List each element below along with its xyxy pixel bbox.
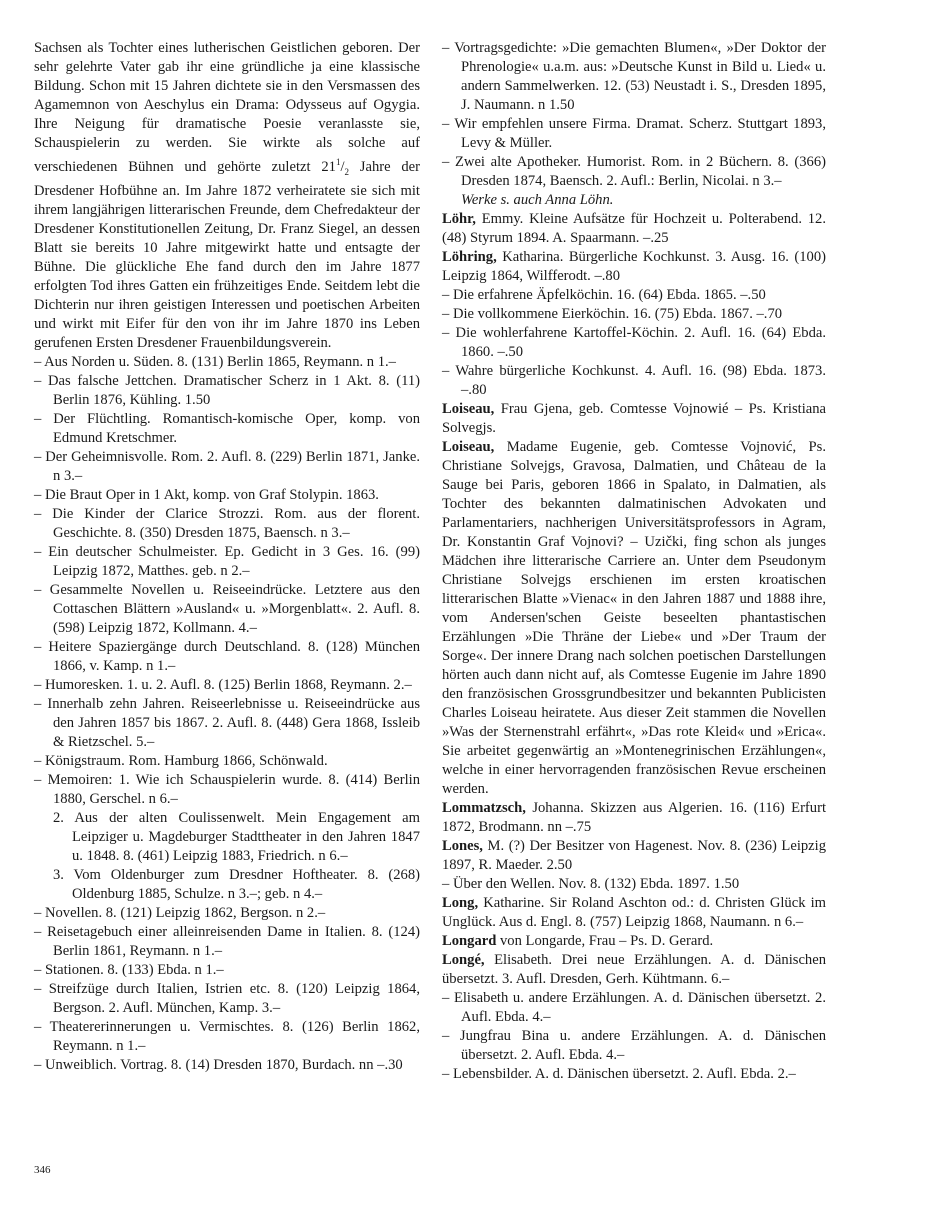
left-column bbox=[34, 39, 420, 1075]
work-item: – Unweiblich. Vortrag. 8. (14) Dresden 1870, Burdach. nn –.30 bbox=[34, 1056, 403, 1073]
work-item: – Streifzüge durch Italien, Istrien etc. 8. (120) Leipzig 1864, Bergson. 2. Aufl. München, Kamp. 3.– bbox=[34, 980, 420, 1016]
author-name: Longé, bbox=[442, 952, 485, 968]
author-entry bbox=[442, 799, 826, 837]
author-entry bbox=[442, 400, 826, 438]
work-item: – Wir empfehlen unsere Firma. Dramat. Scherz. Stuttgart 1893, Levy & Müller. bbox=[442, 116, 826, 151]
author-name: Longard bbox=[442, 933, 497, 949]
author-entry-text: von Longarde, Frau – Ps. D. Gerard. bbox=[496, 933, 714, 949]
work-item: – Ein deutscher Schulmeister. Ep. Gedicht in 3 Ges. 16. (99) Leipzig 1872, Matthes. geb. n 2.– bbox=[34, 543, 420, 579]
work-item: – Der Geheimnisvolle. Rom. 2. Aufl. 8. (229) Berlin 1871, Janke. n 3.– bbox=[34, 448, 420, 484]
author-name: Loiseau, bbox=[442, 439, 495, 455]
author-entry-text: Johanna. Skizzen aus Algerien. 16. (116) Erfurt 1872, Brodmann. nn –.75 bbox=[442, 800, 826, 835]
work-item: – Reisetagebuch einer alleinreisenden Dame in Italien. 8. (124) Berlin 1861, Reymann. n 1.– bbox=[34, 923, 420, 959]
work-item: – Die erfahrene Äpfelköchin. 16. (64) Ebda. 1865. –.50 bbox=[442, 287, 766, 303]
author-entry-text: Emmy. Kleine Aufsätze für Hochzeit u. Polterabend. 12. (48) Styrum 1894. A. Spaarmann. –.25 bbox=[442, 211, 826, 246]
work-item: – Innerhalb zehn Jahren. Reiseerlebnisse u. Reiseeindrücke aus den Jahren 1857 bis 1867. 2. Aufl. 8. (448) Gera 1868, Issleib & Rietzschel. 5.– bbox=[34, 695, 420, 750]
author-entry bbox=[442, 951, 826, 989]
see-also-note: Werke s. auch Anna Löhn. bbox=[461, 192, 614, 208]
author-name: Long, bbox=[442, 895, 479, 911]
work-item: – Gesammelte Novellen u. Reiseeindrücke. Letztere aus den Cottaschen Blättern »Ausland« u. »Morgenblatt«. 2. Aufl. 8. (598) Leipzig 1872, Kollmann. 4.– bbox=[34, 581, 420, 636]
work-item: – Stationen. 8. (133) Ebda. n 1.– bbox=[34, 961, 224, 978]
right-column bbox=[442, 39, 826, 1084]
author-entry-text: Frau Gjena, geb. Comtesse Vojnowié – Ps. Kristiana Solvegjs. bbox=[442, 401, 826, 436]
biography-paragraph: Sachsen als Tochter eines lutherischen Geistlichen geboren. Der sehr gelehrte Vater gab ihr eine gründliche ja eine klassische Bildung. Schon mit 15 Jahren dichtete sie in den Versmassen des Agamemnon von Aeschylus ein Drama: Odysseus auf Ogygia. Ihre Neigung für dramatische Poesie veranlasste sie, Schauspielerin zu werden. Sie wirkte als solche auf verschiedenen Bühnen und gehörte zuletzt $21^1/_2$ Jahre der Dresdener Hofbühne an. Im Jahre 1872 verheiratete sie sich mit ihrem langjährigen litterarischen Freunde, dem Chefredakteur der Dresdener Konstitutionellen Zeitung, Dr. Franz Siegel, an dessen Blatt sie bereits 10 Jahre mitgewirkt hatte und entsagte der Bühne. Die glückliche Ehe fand durch den im Jahre 1877 erfolgten Tod ihres Gatten ein frühzeitiges Ende. Seitdem lebt die Dichterin nur ihren geistigen Interessen und poetischen Arbeiten und wirkt mit Eifer für den von ihr im Jahre 1870 ins Leben gerufenen Ersten Dresdener Frauenbildungsverein. bbox=[34, 40, 420, 351]
work-item: – Theatererinnerungen u. Vermischtes. 8. (126) Berlin 1862, Reymann. n 1.– bbox=[34, 1018, 420, 1054]
work-item: – Über den Wellen. Nov. 8. (132) Ebda. 1897. 1.50 bbox=[442, 876, 740, 892]
work-item: – Vortragsgedichte: »Die gemachten Blumen«, »Der Doktor der Phrenologie« u.a.m. aus: »Deutsche Kunst in Bild u. Lied« u. andern Sammelwerken. 12. (53) Neustadt i. S., Dresden 1895, J. Naumann. n 1.50 bbox=[442, 40, 826, 113]
work-item: – Die Kinder der Clarice Strozzi. Rom. aus der florent. Geschichte. 8. (350) Dresden 1875, Baensch. n 3.– bbox=[34, 505, 420, 541]
author-entry bbox=[442, 438, 826, 799]
work-item: – Humoresken. 1. u. 2. Aufl. 8. (125) Berlin 1868, Reymann. 2.– bbox=[34, 676, 412, 693]
author-name: Loiseau, bbox=[442, 401, 495, 417]
work-item: – Jungfrau Bina u. andere Erzählungen. A. d. Dänischen übersetzt. 2. Aufl. Ebda. 4.– bbox=[442, 1028, 826, 1063]
memoir-volume: 3. Vom Oldenburger zum Dresdner Hoftheater. 8. (268) Oldenburg 1885, Schulze. n 3.–; geb. n 4.– bbox=[53, 866, 420, 902]
author-entry bbox=[442, 932, 826, 951]
author-entry-text: Madame Eugenie, geb. Comtesse Vojnović, Ps. Christiane Solvejgs, Gravosa, Dalmatien, und Château de la Sauge bei Paris, geboren 1866 in Spalato, in Dalmatien, als Tochter des bekannten dalmatinischen Advokaten und Parlamentariers, nachherigen Universitätsprofessors in Agram, Dr. Konstantin Graf Vojnovi? – Uzički, fing schon als junges Mädchen ihre litterarische Carriere an. Unter dem Pseudonym Christiane Solvejgs erschienen im ersten kroatischen litterarischen Blatte »Vienac« in den Jahren 1887 und 1888 ihre, vom Andersen'schen Geiste beseelten phantastischen Erzählungen »Die Thräne der Liebe« und »Der Traum der Sorge«. Der innere Drang nach solchen poetischen Darstellungen hörten auch dann nicht auf, als Comtesse Eugenie im Jahre 1890 den französischen Grossgrundbesitzer und bekannten Publicisten Charles Loiseau heiratete. Aus dieser Zeit stammen die Novellen »Was der Sternenstrahl erfährt«, »Das rote Kleid« und »Erica«. Sie arbeitet gegenwärtig an »Montenegrinischen Erzählungen«, welche in einer hervorragenden französischen Revue erscheinen werden. bbox=[442, 439, 826, 797]
author-name: Lommatzsch, bbox=[442, 800, 526, 816]
author-entry bbox=[442, 248, 826, 286]
author-entry-text: M. (?) Der Besitzer von Hagenest. Nov. 8. (236) Leipzig 1897, R. Maeder. 2.50 bbox=[442, 838, 826, 873]
work-item: – Die wohlerfahrene Kartoffel-Köchin. 2. Aufl. 16. (64) Ebda. 1860. –.50 bbox=[442, 325, 826, 360]
author-entry bbox=[442, 837, 826, 875]
author-name: Löhring, bbox=[442, 249, 497, 265]
work-item: – Novellen. 8. (121) Leipzig 1862, Bergson. n 2.– bbox=[34, 904, 326, 921]
author-name: Löhr, bbox=[442, 211, 476, 227]
author-entry-text: Elisabeth. Drei neue Erzählungen. A. d. Dänischen übersetzt. 3. Aufl. Dresden, Gerh. Kühtmann. 6.– bbox=[442, 952, 826, 987]
work-item: – Lebensbilder. A. d. Dänischen übersetzt. 2. Aufl. Ebda. 2.– bbox=[442, 1066, 796, 1082]
work-item: – Der Flüchtling. Romantisch-komische Oper, komp. von Edmund Kretschmer. bbox=[34, 410, 420, 446]
author-entry bbox=[442, 210, 826, 248]
work-item: – Heitere Spaziergänge durch Deutschland. 8. (128) München 1866, v. Kamp. n 1.– bbox=[34, 638, 420, 674]
work-item: – Das falsche Jettchen. Dramatischer Scherz in 1 Akt. 8. (11) Berlin 1876, Kühling. 1.50 bbox=[34, 372, 420, 408]
work-item: – Memoiren: 1. Wie ich Schauspielerin wurde. 8. (414) Berlin 1880, Gerschel. n 6.– bbox=[34, 771, 420, 807]
work-item: – Aus Norden u. Süden. 8. (131) Berlin 1865, Reymann. n 1.– bbox=[34, 353, 396, 370]
memoir-volume: 2. Aus der alten Coulissenwelt. Mein Engagement am Leipziger u. Magdeburger Stadttheater in den Jahren 1847 u. 1848. 8. (461) Leipzig 1883, Friedrich. n 6.– bbox=[53, 809, 420, 864]
author-entry bbox=[442, 894, 826, 932]
author-entry-text: Katharina. Bürgerliche Kochkunst. 3. Ausg. 16. (100) Leipzig 1864, Wilfferodt. –.80 bbox=[442, 249, 826, 284]
work-item: – Die vollkommene Eierköchin. 16. (75) Ebda. 1867. –.70 bbox=[442, 306, 783, 322]
author-entry-text: Katharine. Sir Roland Aschton od.: d. Christen Glück im Unglück. Aus d. Engl. 8. (757) Leipzig 1868, Naumann. n 6.– bbox=[442, 895, 826, 930]
author-name: Lones, bbox=[442, 838, 483, 854]
work-item: – Wahre bürgerliche Kochkunst. 4. Aufl. 16. (98) Ebda. 1873. –.80 bbox=[442, 363, 826, 398]
work-item: – Die Braut Oper in 1 Akt, komp. von Graf Stolypin. 1863. bbox=[34, 486, 379, 503]
page-number: 346 bbox=[34, 1164, 51, 1176]
work-item: – Zwei alte Apotheker. Humorist. Rom. in 2 Büchern. 8. (366) Dresden 1874, Baensch. 2. Aufl.: Berlin, Nicolai. n 3.– bbox=[442, 154, 826, 189]
work-item: – Königstraum. Rom. Hamburg 1866, Schönwald. bbox=[34, 752, 328, 769]
work-item: – Elisabeth u. andere Erzählungen. A. d. Dänischen übersetzt. 2. Aufl. Ebda. 4.– bbox=[442, 990, 826, 1025]
